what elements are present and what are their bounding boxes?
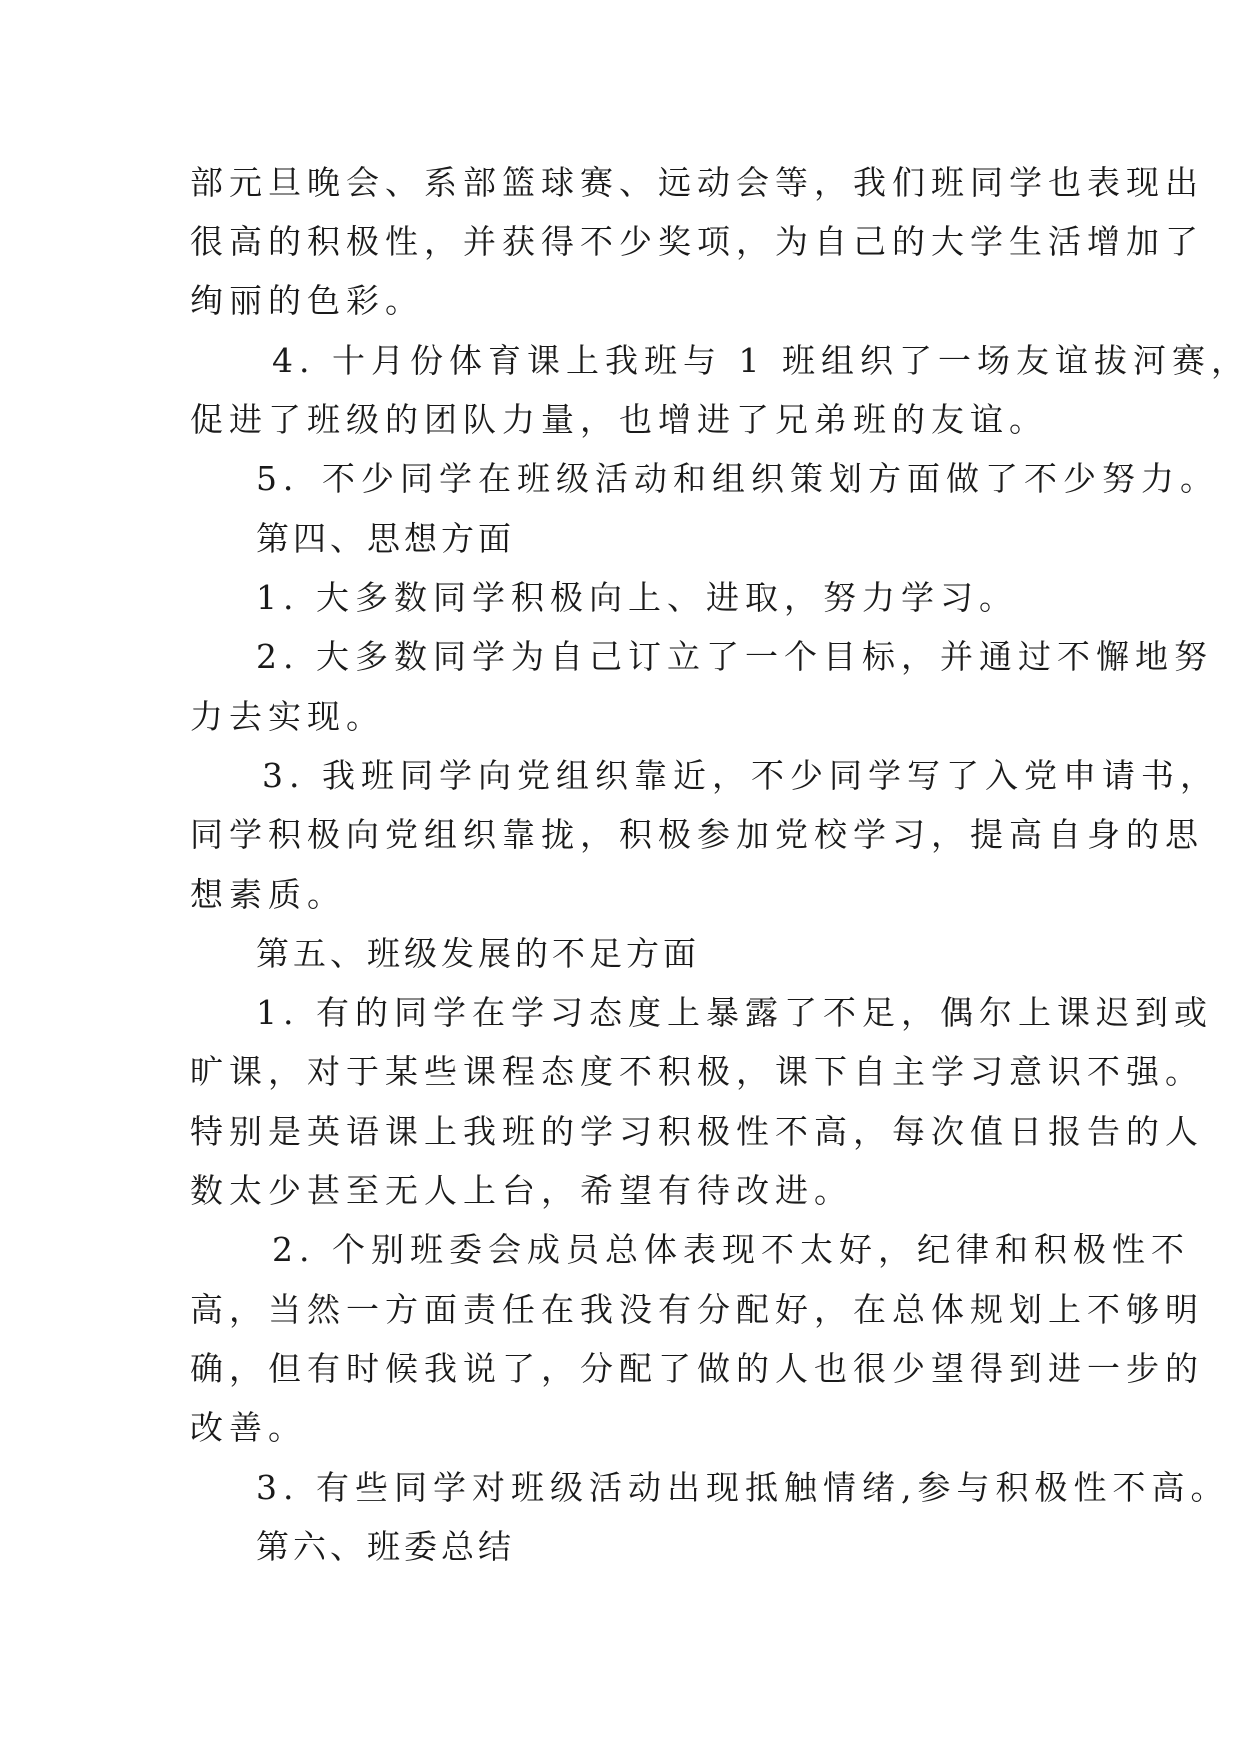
text-line: 力去实现。 <box>190 697 385 736</box>
text-line: 想素质。 <box>190 875 346 914</box>
text-line: 5．不少同学在班级活动和组织策划方面做了不少努力。 <box>256 459 1219 498</box>
section-heading: 第四、思想方面 <box>256 519 515 558</box>
text-line: 部元旦晚会、系部篮球赛、远动会等，我们班同学也表现出 <box>190 163 1204 202</box>
text-line: 3. 有些同学对班级活动出现抵触情绪,参与积极性不高。 <box>256 1468 1230 1507</box>
text-line: 3. 我班同学向党组织靠近，不少同学写了入党申请书， <box>262 756 1219 795</box>
text-line: 很高的积极性，并获得不少奖项，为自己的大学生活增加了 <box>190 222 1204 261</box>
text-line: 确，但有时候我说了，分配了做的人也很少望得到进一步的 <box>190 1349 1204 1388</box>
text-line: 1. 有的同学在学习态度上暴露了不足，偶尔上课迟到或 <box>256 993 1213 1032</box>
text-line: 改善。 <box>190 1408 307 1447</box>
section-heading: 第六、班委总结 <box>256 1527 515 1566</box>
text-line: 4. 十月份体育课上我班与 1 班组织了一场友谊拔河赛， <box>272 341 1250 380</box>
text-line: 同学积极向党组织靠拢，积极参加党校学习，提高自身的思 <box>190 815 1204 854</box>
text-line: 数太少甚至无人上台，希望有待改进。 <box>190 1171 853 1210</box>
text-line: 绚丽的色彩。 <box>190 281 424 320</box>
section-heading: 第五、班级发展的不足方面 <box>256 934 700 973</box>
text-line: 2. 大多数同学为自己订立了一个目标，并通过不懈地努 <box>256 637 1213 676</box>
text-line: 特别是英语课上我班的学习积极性不高，每次值日报告的人 <box>190 1112 1204 1151</box>
text-line: 旷课，对于某些课程态度不积极，课下自主学习意识不强。 <box>190 1052 1204 1091</box>
text-line: 高，当然一方面责任在我没有分配好，在总体规划上不够明 <box>190 1290 1204 1329</box>
text-line: 促进了班级的团队力量，也增进了兄弟班的友谊。 <box>190 400 1048 439</box>
text-line: 1. 大多数同学积极向上、进取，努力学习。 <box>256 578 1018 617</box>
text-line: 2. 个别班委会成员总体表现不太好，纪律和积极性不 <box>272 1230 1190 1269</box>
